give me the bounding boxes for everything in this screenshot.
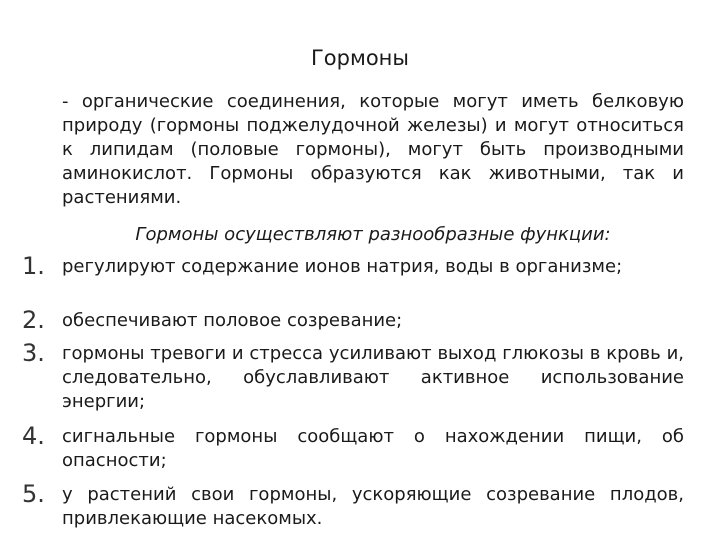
item-number: 1. [22, 252, 45, 280]
intro-paragraph: - органические соединения, которые могут иметь белковую природу (гормоны поджелудочной железы) и могут относиться к липидам (половые гормоны), могут быть производными аминокислот. Гормоны образуются как животными, так и растениями. [62, 91, 684, 208]
slide-title: Гормоны [311, 46, 409, 70]
item-text: гормоны тревоги и стресса усиливают выход глюкозы в кровь и, следовательно, обуславливают активное использование энергии; [62, 343, 684, 412]
item-number: 2. [22, 306, 45, 334]
item-text: у растений свои гормоны, ускоряющие созревание плодов, привлекающие насекомых. [62, 484, 684, 529]
item-number: 5. [22, 480, 45, 508]
item-text: обеспечивают половое созревание; [62, 310, 403, 331]
item-number: 3. [22, 339, 45, 367]
item-number: 4. [22, 422, 45, 450]
functions-subheading: Гормоны осуществляют разнообразные функции: [135, 224, 611, 245]
item-text: регулируют содержание ионов натрия, воды в организме; [62, 256, 623, 277]
item-text: сигнальные гормоны сообщают о нахождении пищи, об опасности; [62, 426, 684, 471]
